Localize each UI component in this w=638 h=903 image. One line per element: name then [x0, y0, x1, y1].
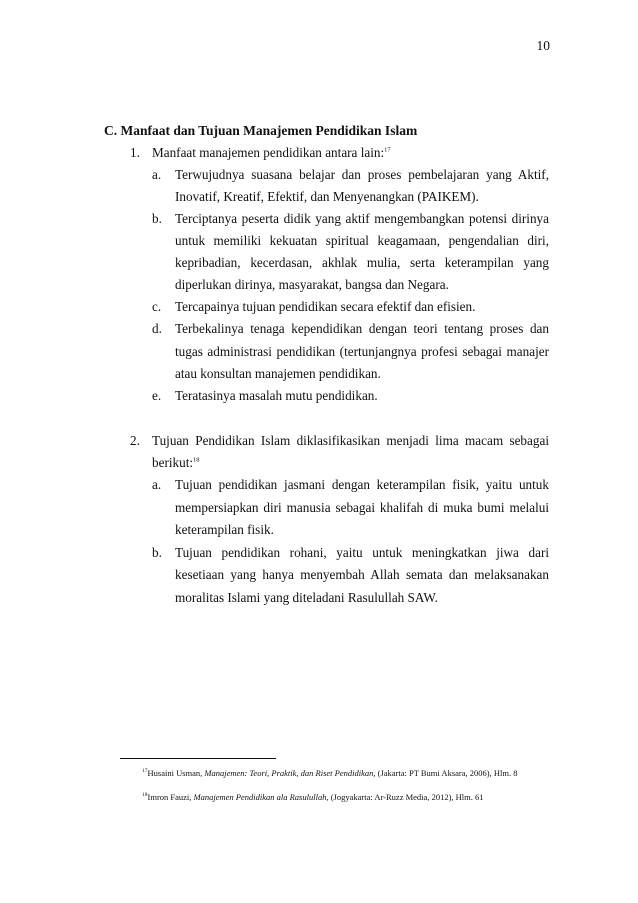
- item-line: moralitas Islami yang diteladani Rasulullah SAW.: [175, 590, 438, 605]
- item-line: Inovatif, Kreatif, Efektif, dan Menyenangkan (PAIKEM).: [175, 189, 479, 204]
- footnote-number: 18: [142, 792, 148, 799]
- page-number: 10: [536, 38, 550, 53]
- item-line: Tujuan pendidikan jasmani dengan keterampilan fisik, yaitu untuk: [175, 477, 549, 492]
- section-heading: C. Manfaat dan Tujuan Manajemen Pendidikan Islam: [104, 123, 418, 138]
- footnote-separator: [120, 758, 276, 759]
- item-line: kesetiaan yang hanya menyembah Allah semata dan melaksanakan: [175, 567, 549, 582]
- footnote-18: [120, 792, 484, 802]
- item-line: mempersiapkan diri manusia sebagai khalifah di muka bumi melalui: [175, 500, 549, 515]
- section2-intro-line: Tujuan Pendidikan Islam diklasifikasikan menjadi lima macam sebagai: [152, 433, 549, 448]
- item-line: kepribadian, kecerdasan, akhlak mulia, serta keterampilan yang: [175, 255, 549, 270]
- item-letter: e.: [152, 388, 162, 403]
- item-letter: b.: [152, 211, 162, 226]
- item-line: Terwujudnya suasana belajar dan proses pembelajaran yang Aktif,: [175, 167, 549, 182]
- list-number-2: 2.: [130, 433, 140, 448]
- item-letter: a.: [152, 477, 162, 492]
- list-number-1: 1.: [130, 145, 140, 160]
- footnote-author: Husaini Usman,: [147, 768, 205, 778]
- item-line: Terbekalinya tenaga kependidikan dengan teori tentang proses dan: [175, 321, 549, 336]
- section1-intro: [152, 145, 391, 161]
- section2-intro-line: [152, 455, 200, 471]
- footnote-title: Manajemen Pendidikan ala Rasulullah: [193, 792, 327, 802]
- item-line: atau konsultan manajemen pendidikan.: [175, 366, 381, 381]
- footnote-rest: , (Jogyakarta: Ar-Ruzz Media, 2012), Hlm. 61: [326, 792, 484, 802]
- footnote-ref-18: 18: [193, 456, 200, 464]
- item-line: untuk memiliki kekuatan spiritual keagamaan, pengendalian diri,: [175, 233, 549, 248]
- item-line: tugas administrasi pendidikan (tertunjangnya profesi sebagai manajer: [175, 344, 549, 359]
- footnote-number: 17: [142, 768, 148, 775]
- footnote-ref-17: 17: [384, 146, 391, 154]
- section2-intro-text: berikut:: [152, 455, 194, 470]
- section1-intro-text: Manfaat manajemen pendidikan antara lain:: [152, 145, 385, 160]
- item-line: diperlukan dirinya, masyarakat, bangsa dan Negara.: [175, 277, 449, 292]
- footnote-rest: , (Jakarta: PT Bumi Aksara, 2006), Hlm. 8: [373, 768, 518, 778]
- item-line: Tujuan pendidikan rohani, yaitu untuk meningkatkan jiwa dari: [175, 545, 549, 560]
- item-letter: a.: [152, 167, 162, 182]
- item-letter: d.: [152, 321, 162, 336]
- item-letter: c.: [152, 299, 162, 314]
- item-line: keterampilan fisik.: [175, 522, 274, 537]
- item-line: Terciptanya peserta didik yang aktif mengembangkan potensi dirinya: [175, 211, 549, 226]
- footnote-title: Manajemen: Teori, Praktik, dan Riset Pendidikan: [204, 768, 374, 778]
- item-line: Tercapainya tujuan pendidikan secara efektif dan efisien.: [175, 299, 476, 314]
- item-letter: b.: [152, 545, 162, 560]
- item-line: Teratasinya masalah mutu pendidikan.: [175, 388, 378, 403]
- footnote-17: [120, 768, 517, 778]
- footnote-author: Imron Fauzi,: [147, 792, 194, 802]
